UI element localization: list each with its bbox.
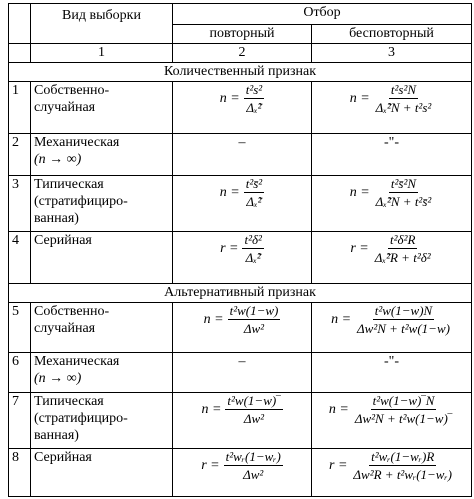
formula-norepeat: r = $\frac{\text{t²δ²R}}{\text{Δₓ̃²R + t²δ²}}$ xyxy=(312,232,472,284)
sampling-kind: Типическая (стратифициро- ванная) xyxy=(31,393,173,449)
section-quantitative xyxy=(9,63,472,82)
row-number: 6 xyxy=(9,353,31,393)
row-number: 3 xyxy=(9,176,31,232)
table-row xyxy=(9,303,472,353)
formula-repeat: – xyxy=(173,134,312,176)
section-title-quantitative: Количественный признак xyxy=(9,63,472,82)
table-row xyxy=(9,134,472,176)
formula-norepeat: -"- xyxy=(312,353,472,393)
col-number-3: 3 xyxy=(312,44,472,63)
sample-size-table xyxy=(8,3,471,496)
formula-norepeat: n = $\frac{\text{t²s²N}}{\text{Δₓ̃²N + t²s²}}$ xyxy=(312,82,472,134)
col-number-2: 2 xyxy=(173,44,312,63)
formula-repeat: – xyxy=(173,353,312,393)
formula-norepeat: n = $\frac{\text{t²s̄²N}}{\text{Δₓ̃²N + t²s̄²}}$ xyxy=(312,176,472,232)
formula-norepeat: -"- xyxy=(312,134,472,176)
table-row xyxy=(9,353,472,393)
repeat-header: повторный xyxy=(173,25,312,44)
formula-repeat: n = $\frac{\text{t²s̄²}}{\text{Δₓ̃²}}$ xyxy=(173,176,312,232)
table-row xyxy=(9,393,472,449)
formula-repeat: n = $\frac{\text{t²s²}}{\text{Δₓ̃²}}$ xyxy=(173,82,312,134)
table-row xyxy=(9,449,472,497)
norepeat-header: бесповторный xyxy=(312,25,472,44)
formula-norepeat: n = $\frac{\text{t²w(1−w)N}}{\text{Δw²N + t²w(1−w)}}$ xyxy=(312,303,472,353)
column-number-row xyxy=(9,44,472,63)
formula-repeat: n = $\frac{\text{t²w(1−w)}}{\text{Δw²}}$ xyxy=(173,303,312,353)
formula-repeat: r = $\frac{\text{t²wᵣ(1−wᵣ)}}{\text{Δw²}}$ xyxy=(173,449,312,497)
sampling-kind: Механическая (n → ∞) xyxy=(31,353,173,393)
section-title-alternative: Альтернативный признак xyxy=(9,284,472,303)
formula-norepeat: n = $\frac{\text{t²w(1−w)‾N}}{\text{Δw²N + t²w(1−w)‾}}$ xyxy=(312,393,472,449)
blank-cell xyxy=(9,44,31,63)
table-row xyxy=(9,232,472,284)
sampling-kind: Собственно- случайная xyxy=(31,82,173,134)
sampling-kind: Типическая (стратифициро- ванная) xyxy=(31,176,173,232)
row-number: 2 xyxy=(9,134,31,176)
formula-repeat: r = $\frac{\text{t²δ²}}{\text{Δₓ̃²}}$ xyxy=(173,232,312,284)
formula-table xyxy=(8,3,472,497)
kind-header: Вид выборки xyxy=(31,4,173,44)
table-row xyxy=(9,176,472,232)
formula-repeat: n = $\frac{\text{t²w(1−w)‾}}{\text{Δw²}}$ xyxy=(173,393,312,449)
formula-norepeat: r = $\frac{\text{t²wᵣ(1−wᵣ)R}}{\text{Δw²R + t²wᵣ(1−wᵣ)}}$ xyxy=(312,449,472,497)
row-number: 5 xyxy=(9,303,31,353)
row-number: 8 xyxy=(9,449,31,497)
sampling-kind: Собственно- случайная xyxy=(31,303,173,353)
sampling-kind: Серийная xyxy=(31,232,173,284)
row-number: 4 xyxy=(9,232,31,284)
col-number-1: 1 xyxy=(31,44,173,63)
table-row xyxy=(9,82,472,134)
selection-header: Отбор xyxy=(173,4,472,25)
section-alternative xyxy=(9,284,472,303)
blank-corner xyxy=(9,4,31,44)
row-number: 1 xyxy=(9,82,31,134)
header-row-1 xyxy=(9,4,472,25)
row-number: 7 xyxy=(9,393,31,449)
sampling-kind: Серийная xyxy=(31,449,173,497)
sampling-kind: Механическая (n → ∞) xyxy=(31,134,173,176)
